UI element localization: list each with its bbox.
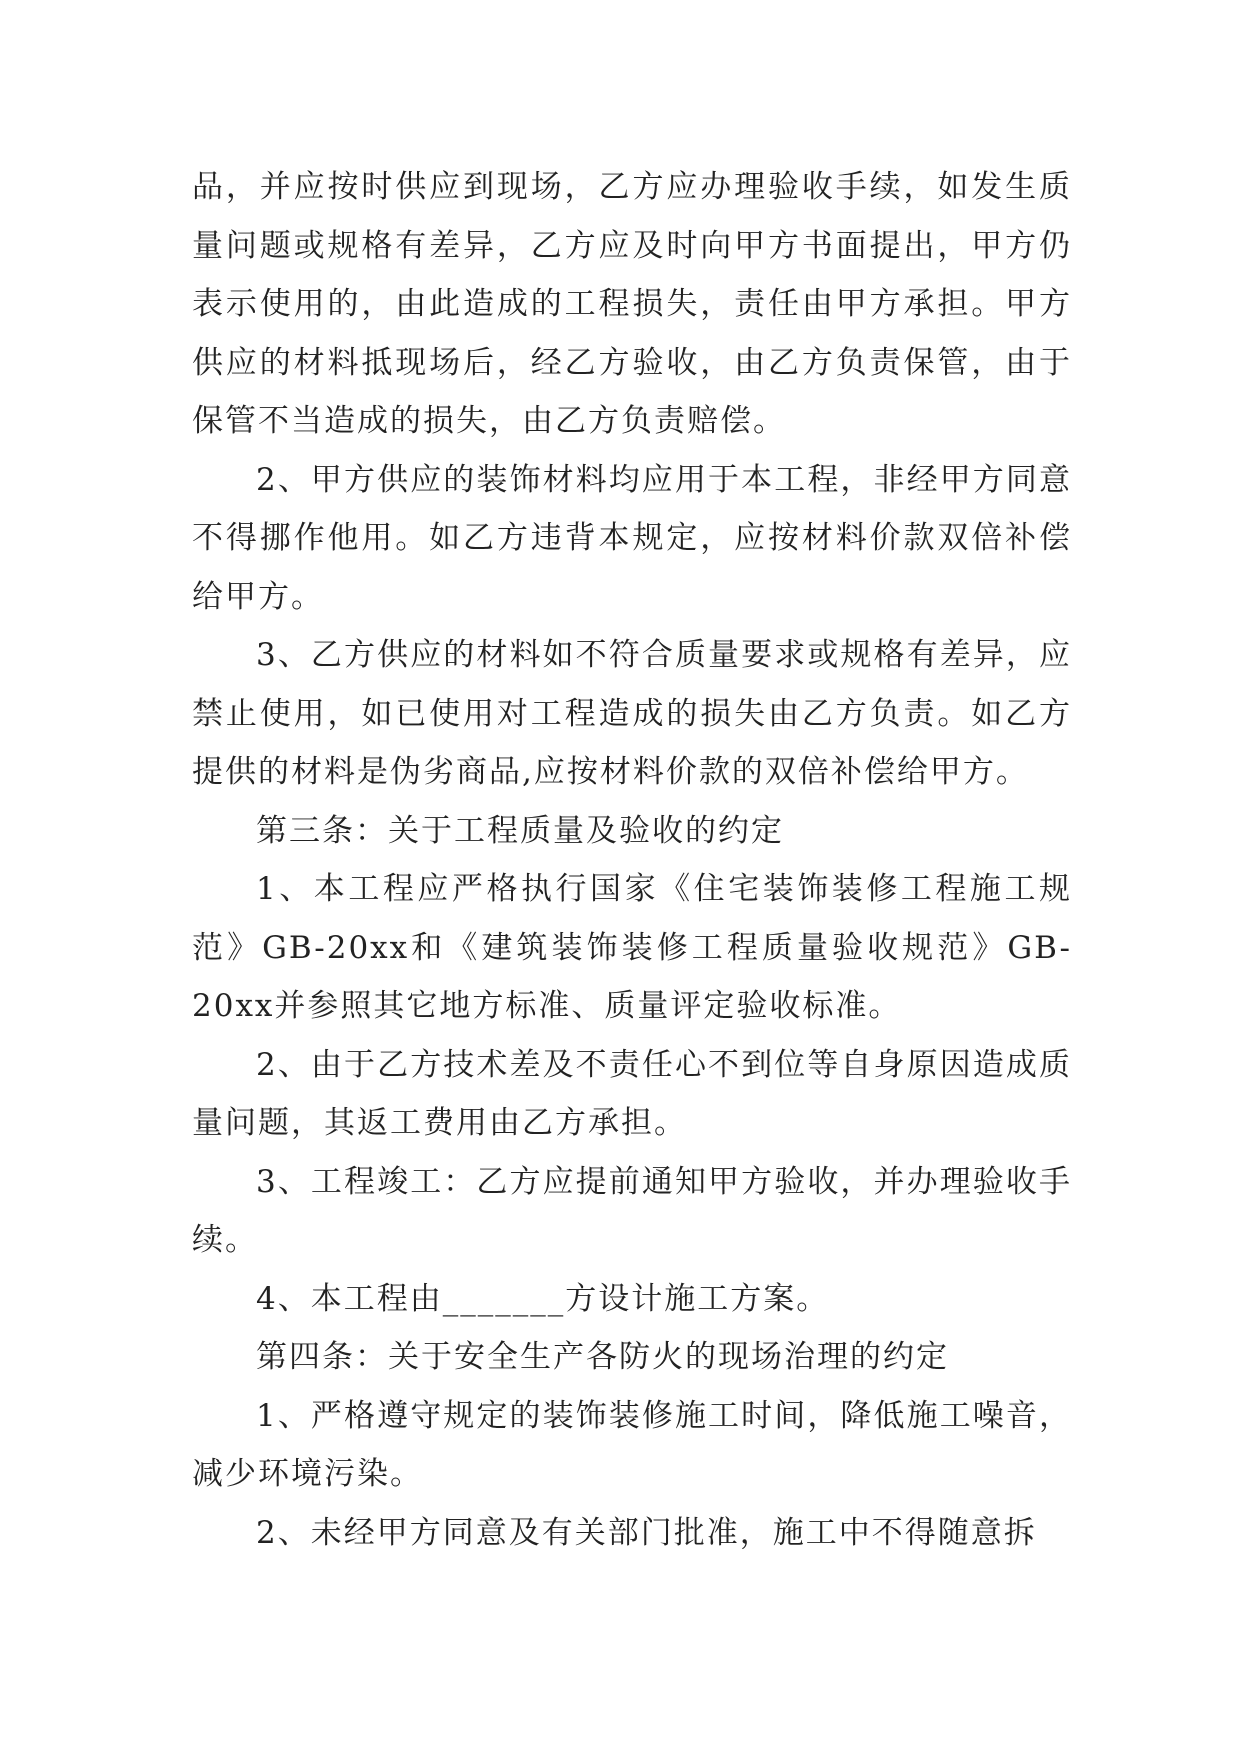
paragraph-clause-3-2: 2、由于乙方技术差及不责任心不到位等自身原因造成质量问题，其返工费用由乙方承担。: [192, 1046, 1072, 1141]
document-body: [192, 158, 1072, 1562]
paragraph-clause-4-1: 1、严格遵守规定的装饰装修施工时间，降低施工噪音，减少环境污染。: [192, 1397, 1072, 1492]
section-heading-article-3: 第三条：关于工程质量及验收的约定: [256, 812, 784, 849]
paragraph-clause-3-4: 4、本工程由_______方设计施工方案。: [256, 1280, 830, 1317]
paragraph-clause-3-3: 3、工程竣工：乙方应提前通知甲方验收，并办理验收手续。: [192, 1163, 1072, 1258]
paragraph-clause-2-1: 2、甲方供应的装饰材料均应用于本工程，非经甲方同意不得挪作他用。如乙方违背本规定，应按材料价款双倍补偿给甲方。: [192, 461, 1072, 615]
paragraph-clause-2-2: 3、乙方供应的材料如不符合质量要求或规格有差异，应禁止使用，如已使用对工程造成的损失由乙方负责。如乙方提供的材料是伪劣商品,应按材料价款的双倍补偿给甲方。: [192, 637, 1072, 790]
section-heading-article-4: 第四条：关于安全生产各防火的现场治理的约定: [256, 1339, 949, 1375]
paragraph-materials-continuation: 品，并应按时供应到现场，乙方应办理验收手续，如发生质量问题或规格有差异，乙方应及时向甲方书面提出，甲方仍表示使用的，由此造成的工程损失，责任由甲方承担。甲方供应的材料抵现场后，经乙方验收，由乙方负责保管，由于保管不当造成的损失，由乙方负责赔偿。: [192, 169, 1072, 439]
paragraph-clause-4-2: 2、未经甲方同意及有关部门批准，施工中不得随意拆: [256, 1514, 1037, 1551]
paragraph-clause-3-1: 1、本工程应严格执行国家《住宅装饰装修工程施工规范》GB-20xx和《建筑装饰装修工程质量验收规范》GB-20xx并参照其它地方标准、质量评定验收标准。: [192, 871, 1072, 1024]
